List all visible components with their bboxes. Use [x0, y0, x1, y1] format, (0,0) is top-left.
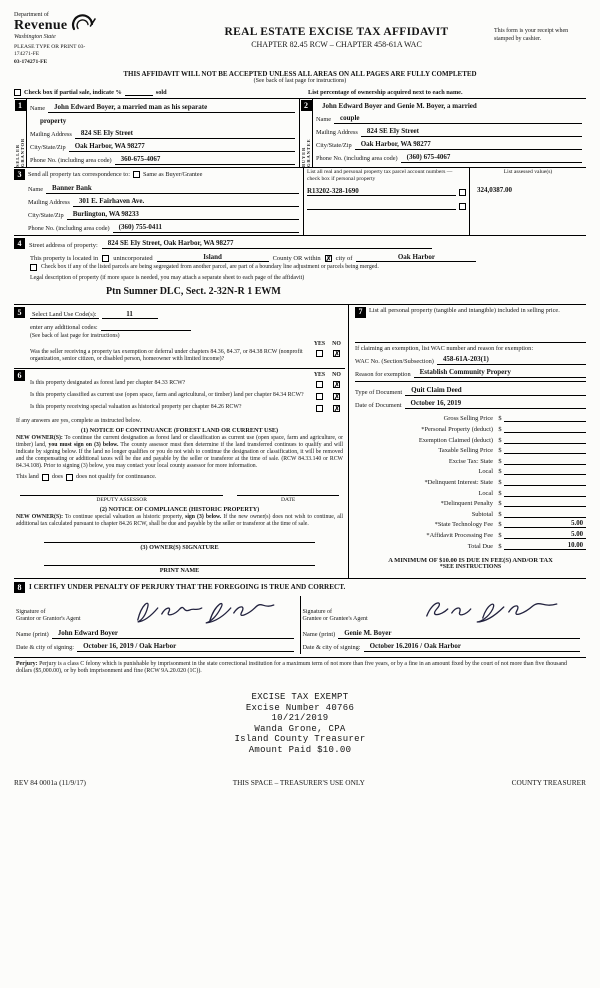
fee-amount-field[interactable]: 5.00 — [504, 531, 586, 539]
print-name-label: PRINT NAME — [159, 566, 200, 574]
buyer-name-field[interactable]: couple — [334, 114, 582, 124]
street-address-field[interactable]: 824 SE Ely Street, Oak Harbor, WA 98277 — [102, 239, 432, 249]
fee-label: Taxable Selling Price — [438, 447, 493, 455]
seller-city-label: City/State/Zip — [30, 143, 66, 151]
exemption-note: If claiming an exemption, list WAC number and reason for exemption: — [355, 344, 534, 352]
deferral-question: Was the seller receiving a property tax exemption or deferral under chapters 84.36, 84.37, or 84.38 RCW (nonprofit organization, senior citizen, or disabled person, homeowner with limited income)? — [30, 348, 303, 363]
section-2-number: 2 — [301, 100, 312, 111]
dollar-sign: $ — [498, 425, 502, 433]
tax-correspondence-section — [14, 168, 586, 236]
land-use-label: Select Land Use Code(s): — [32, 310, 97, 318]
deferral-no-checkbox[interactable]: ✗ — [334, 349, 340, 358]
dollar-sign: $ — [498, 468, 502, 476]
dollar-sign: $ — [498, 500, 502, 508]
segregated-label: Check box if any of the listed parcels are being segregated from another parcel, are part of a boundary line adjustment or parcels being merged. — [41, 264, 379, 271]
ownership-note: List percentage of ownership acquired next to each name. — [308, 88, 463, 96]
corr-city-label: City/State/Zip — [28, 211, 64, 219]
dollar-sign: $ — [498, 478, 502, 486]
stamp-line: 10/21/2019 — [271, 713, 329, 724]
grantee-signature[interactable] — [403, 596, 581, 626]
grantor-name-print-field[interactable]: John Edward Boyer — [52, 629, 294, 639]
land-use-code-field[interactable]: 11 — [102, 310, 158, 319]
fee-amount-field[interactable]: 5.00 — [504, 520, 586, 528]
seller-name-continued: property — [40, 116, 67, 125]
receipt-note: This form is your receipt when stamped by cashier. — [494, 28, 569, 42]
city-of-label: city of — [335, 254, 353, 262]
fee-label: *Affidavit Processing Fee — [426, 531, 493, 539]
partial-sale-checkbox[interactable] — [14, 89, 21, 96]
same-as-buyer-label: Same as Buyer/Grantee — [142, 171, 203, 179]
fee-row — [355, 465, 586, 476]
fee-row — [355, 475, 586, 486]
grantor-date-field[interactable]: October 16, 2019 / Oak Harbor — [77, 642, 293, 652]
assessed-values-header: List assessed value(s) — [503, 168, 553, 175]
notice-compliance-body: NEW OWNER(S): To continue special valuation as historic property, sign (3) below. If the new owner(s) does not wish to continue, all additional tax calculated pursuant to chapter 84.26 RCW, shall be due and payable by the seller or transferor at the time of sale. — [16, 513, 343, 527]
fee-amount-field[interactable] — [504, 443, 586, 444]
stamp-line: Island County Treasurer — [234, 734, 366, 745]
fee-label: Local — [478, 489, 493, 497]
fee-label: *State Technology Fee — [434, 521, 493, 529]
continuance-qualify-row: This land does does not qualify for continuance. — [16, 474, 157, 481]
dollar-sign: $ — [498, 510, 502, 518]
parcel-personal-checkbox-2[interactable] — [459, 203, 466, 210]
owners-signature-label: (3) OWNER(S) SIGNATURE — [140, 543, 219, 551]
logo-washington-state: Washington State — [14, 34, 56, 40]
seller-phone-label: Phone No. (including area code) — [30, 156, 112, 164]
segregated-checkbox[interactable] — [30, 264, 37, 271]
corr-mailing-label: Mailing Address — [28, 198, 70, 206]
partial-sale-row — [14, 89, 586, 96]
grantee-date-field[interactable]: October 16.2016 / Oak Harbor — [364, 642, 580, 652]
dollar-sign: $ — [498, 447, 502, 455]
city-checkbox[interactable]: ✗ — [325, 254, 332, 263]
seller-mailing-field[interactable]: 824 SE Ely Street — [75, 129, 295, 139]
dor-logo — [14, 12, 179, 40]
stamp-line: Wanda Grone, CPA — [254, 723, 346, 734]
revenue-swoosh-icon — [70, 13, 96, 37]
fee-row — [355, 412, 586, 423]
fee-label: Subtotal — [471, 510, 493, 518]
current-use-yes-checkbox[interactable] — [316, 393, 323, 400]
parcel-number-field[interactable]: R13202-328-1690 — [307, 187, 456, 196]
current-use-question-row — [30, 392, 345, 402]
dollar-sign: $ — [498, 415, 502, 423]
grantee-date-label: Date & city of signing: — [302, 643, 361, 651]
fee-amount-field[interactable] — [504, 517, 586, 518]
fee-amount-field[interactable] — [504, 432, 586, 433]
fee-row — [355, 454, 586, 465]
form-header — [14, 12, 586, 66]
treasurer-stamp — [14, 692, 586, 756]
certification-section — [14, 579, 586, 658]
fee-amount-field[interactable] — [504, 453, 586, 454]
dollar-sign: $ — [498, 436, 502, 444]
grantee-name-print-label: Name (print) — [302, 630, 336, 638]
historic-question-row — [30, 404, 345, 414]
page-footer — [14, 778, 586, 787]
does-qualify-checkbox[interactable] — [42, 474, 49, 481]
seller-name-field[interactable]: John Edward Boyer, a married man as his separate — [48, 103, 295, 113]
corr-phone-field[interactable]: (360) 755-0411 — [113, 223, 299, 233]
section-6-number: 6 — [14, 370, 25, 381]
see-back-note: (See back of last page for instructions) — [30, 332, 120, 339]
dollar-sign: $ — [498, 489, 502, 497]
page-subtitle: CHAPTER 82.45 RCW – CHAPTER 458-61A WAC — [251, 40, 422, 49]
legal-description-label: Legal description of property (if more space is needed, you may attach a separate sheet to each page of the affidavit) — [30, 274, 305, 281]
buyer-city-label: City/State/Zip — [316, 141, 352, 149]
seller-city-field[interactable]: Oak Harbor, WA 98277 — [69, 142, 295, 152]
fee-amount-field[interactable] — [504, 506, 586, 507]
corr-name-label: Name — [28, 185, 44, 193]
reason-label: Reason for exemption — [355, 370, 411, 378]
fee-row — [355, 497, 586, 508]
seller-grantor-side-label: SELLER GRANTOR — [15, 137, 25, 167]
see-instructions-note: *SEE INSTRUCTIONS — [439, 563, 502, 570]
stamp-line: Excise Number 40766 — [245, 702, 355, 713]
fee-row — [355, 528, 586, 539]
fee-label: Gross Selling Price — [443, 415, 493, 423]
forest-land-question: Is this property designated as forest land per chapter 84.33 RCW? — [30, 379, 186, 386]
parcel-number-field-2[interactable] — [307, 209, 456, 210]
county-field[interactable]: Island — [157, 253, 269, 262]
sec6-yes-no-header: YES NO — [313, 371, 341, 378]
additional-codes-field[interactable] — [101, 330, 191, 331]
stamp-line: EXCISE TAX EXEMPT — [251, 692, 349, 703]
stamp-line: Amount Paid $10.00 — [248, 745, 352, 756]
doc-date-label: Date of Document — [355, 401, 402, 409]
fee-amount-field[interactable] — [504, 464, 586, 465]
parcel-personal-checkbox[interactable] — [459, 189, 466, 196]
classification-section — [14, 368, 345, 574]
buyer-phone-label: Phone No. (including area code) — [316, 154, 398, 162]
deputy-assessor-line[interactable]: DEPUTY ASSESSOR — [20, 495, 223, 503]
personal-property-section — [349, 305, 586, 578]
fee-amount-field[interactable]: 10.00 — [504, 542, 586, 550]
street-address-label: Street address of property: — [29, 241, 98, 249]
print-name-line[interactable] — [44, 565, 315, 566]
buyer-mailing-field[interactable]: 824 SE Ely Street — [361, 127, 582, 137]
sec5-yes-no-header: YES NO — [313, 340, 341, 347]
historic-question: Is this property receiving special valuation as historical property per chapter 84.26 RCW? — [30, 404, 242, 411]
land-use-section — [14, 307, 345, 364]
seller-name-label: Name — [30, 104, 46, 112]
county-treasurer-label: COUNTY TREASURER — [511, 777, 586, 787]
seller-grantor-box — [14, 99, 300, 167]
fee-amount-field[interactable] — [504, 474, 586, 475]
buyer-name-label: Name — [316, 115, 332, 123]
wac-label: WAC No. (Section/Subsection) — [355, 357, 434, 365]
seller-mailing-label: Mailing Address — [30, 130, 72, 138]
forest-yes-checkbox[interactable] — [316, 381, 323, 388]
perjury-notice: Perjury: Perjury is a class C felony which is punishable by imprisonment in the state correctional institution for a maximum term of not more than five years, or by a fine in an amount fixed by the court of not more than five thousand dollars ($5,000.00), or by both imprisonment and fine (RCW 9A.20.020 (1C)). — [16, 660, 567, 675]
notice-compliance-title: (2) NOTICE OF COMPLIANCE (HISTORIC PROPERTY) — [99, 505, 260, 513]
buyer-grantee-box — [300, 99, 586, 167]
dollar-sign: $ — [498, 457, 502, 465]
section-1-number: 1 — [15, 100, 26, 111]
deputy-assessor-row — [14, 495, 345, 503]
logo-dept-of: Department of — [14, 12, 49, 18]
reason-field[interactable]: Establish Community Propery — [414, 368, 586, 378]
doc-date-field[interactable]: October 16, 2019 — [405, 399, 586, 409]
grantee-signature-label: Signature of Grantee or Grantee's Agent — [302, 608, 368, 623]
form-revision-number: REV 84 0001a (11/9/17) — [14, 777, 86, 787]
owners-signature-line[interactable] — [44, 542, 315, 543]
forest-no-checkbox[interactable]: ✗ — [334, 380, 340, 389]
fee-label: Total Due — [467, 542, 493, 550]
fee-label: Local — [478, 468, 493, 476]
assessed-value-field[interactable]: 324,0387.00 — [477, 185, 512, 194]
section-7-number: 7 — [355, 307, 366, 318]
treasurer-space-label: THIS SPACE – TREASURER'S USE ONLY — [232, 777, 365, 787]
deferral-yes-checkbox[interactable] — [316, 350, 323, 357]
doc-type-field[interactable]: Quit Claim Deed — [405, 386, 586, 396]
legal-description-value[interactable]: Ptn Sumner DLC, Sect. 2-32N-R 1 EWM — [106, 285, 281, 297]
seller-phone-field[interactable]: 360-675-4067 — [115, 155, 295, 165]
page-title: REAL ESTATE EXCISE TAX AFFIDAVIT — [224, 26, 449, 38]
fee-amount-field[interactable] — [504, 421, 586, 422]
fee-label: *Delinquent Interest: State — [424, 478, 493, 486]
fee-amount-field[interactable] — [504, 496, 586, 497]
buyer-grantee-side-label: BUYER GRANTEE — [301, 138, 311, 167]
parcel-numbers-header: List all real and personal property tax parcel account numbers — check box if personal property — [307, 168, 453, 182]
fees-table — [355, 412, 586, 550]
section-4-number: 4 — [14, 238, 25, 249]
form-stamp-number: 03-174271-FE — [14, 58, 48, 65]
partial-percent-field[interactable] — [125, 95, 153, 96]
warning-subline: (See back of last page for instructions) — [253, 77, 347, 84]
additional-codes-label: enter any additional codes: — [30, 323, 98, 331]
buyer-mailing-label: Mailing Address — [316, 128, 358, 136]
fee-row — [355, 422, 586, 433]
grantor-signature[interactable] — [116, 596, 294, 626]
logo-revenue: Revenue — [14, 18, 68, 33]
fee-label: *Delinquent Penalty — [440, 500, 493, 508]
dollar-sign: $ — [498, 521, 502, 529]
section-3-number: 3 — [14, 169, 25, 180]
current-use-question: Is this property classified as current use (open space, farm and agricultural, or timber) land per chapter 84.34 RCW? — [30, 391, 304, 398]
notice-continuance-body: NEW OWNER(S): To continue the current designation as forest land or classification as current use (open space, farm and agriculture, or timber) land, you must sign on (3) below. The county assessor must then determine if the land transferred continues to qualify and will indicate by signing below. If the land no longer qualifies or you do not wish to continue the designation or classification, it will be removed and the compensating or additional taxes will be due and payable by the seller or transferor at the time of sale. (RCW 84.33.140 or RCW 84.34.108). Prior to signing (3) below, you may contact your local county assessor for more information. — [16, 434, 343, 469]
fee-row — [355, 539, 586, 550]
corr-phone-label: Phone No. (including area code) — [28, 224, 110, 232]
city-field[interactable]: Oak Harbor — [356, 253, 476, 262]
middle-columns — [14, 305, 586, 579]
fee-label: Excise Tax: State — [448, 457, 493, 465]
parties-section — [14, 98, 586, 168]
grantor-signature-label: Signature of Grantor or Grantor's Agent — [16, 608, 81, 623]
forest-land-question-row — [30, 380, 345, 390]
deferral-question-row — [30, 349, 345, 364]
fee-amount-field[interactable] — [504, 485, 586, 486]
please-type-note: PLEASE TYPE OR PRINT 03- 174271-FE 03-174271-FE — [14, 44, 179, 66]
deputy-date-line[interactable]: DATE — [237, 495, 339, 503]
wac-field[interactable]: 458-61A-203(1) — [437, 355, 586, 365]
historic-no-checkbox[interactable]: ✗ — [334, 405, 340, 414]
if-yes-note: If any answers are yes, complete as instructed below. — [16, 417, 141, 424]
section-8-number: 8 — [14, 582, 25, 593]
does-not-qualify-checkbox[interactable] — [66, 474, 73, 481]
fee-label: Exemption Claimed (deduct) — [418, 436, 493, 444]
fee-row — [355, 507, 586, 518]
notice-continuance-title: (1) NOTICE OF CONTINUANCE (FOREST LAND OR CURRENT USE) — [80, 426, 279, 434]
personal-property-blank-area[interactable] — [355, 318, 586, 342]
corr-name-field[interactable]: Banner Bank — [46, 184, 299, 194]
grantee-name-print-field[interactable]: Genie M. Boyer — [338, 629, 580, 639]
current-use-no-checkbox[interactable]: ✗ — [334, 392, 340, 401]
dollar-sign: $ — [498, 542, 502, 550]
warning-line: THIS AFFIDAVIT WILL NOT BE ACCEPTED UNLESS ALL AREAS ON ALL PAGES ARE FULLY COMPLETED — [123, 69, 477, 78]
sold-label: sold — [155, 88, 167, 96]
property-address-section — [14, 236, 586, 305]
grantor-name-print-label: Name (print) — [16, 630, 49, 638]
same-as-buyer-checkbox[interactable] — [133, 171, 140, 178]
fee-label: *Personal Property (deduct) — [421, 425, 493, 433]
partial-sale-label: Check box if partial sale, indicate % — [24, 88, 122, 96]
buyer-city-field[interactable]: Oak Harbor, WA 98277 — [355, 140, 582, 150]
located-in-label: This property is located in — [30, 254, 99, 262]
buyer-name-line1: John Edward Boyer and Genie M. Boyer, a married — [322, 101, 477, 110]
certify-statement: I CERTIFY UNDER PENALTY OF PERJURY THAT THE FOREGOING IS TRUE AND CORRECT. — [29, 583, 346, 592]
fee-row — [355, 444, 586, 455]
county-or-label: County OR within — [272, 254, 321, 262]
corr-mailing-field[interactable]: 301 E. Fairhaven Ave. — [73, 197, 299, 207]
fee-row — [355, 433, 586, 444]
fee-row — [355, 518, 586, 529]
doc-type-label: Type of Document — [355, 388, 403, 396]
grantor-date-label: Date & city of signing: — [16, 643, 75, 651]
unincorporated-label: unincorporated — [113, 254, 153, 262]
dollar-sign: $ — [498, 531, 502, 539]
minimum-due-note: A MINIMUM OF $10.00 IS DUE IN FEE(S) AND/OR TAX — [388, 556, 553, 564]
corr-city-field[interactable]: Burlington, WA 98233 — [67, 210, 299, 220]
personal-property-label: List all personal property (tangible and intangible) included in selling price. — [369, 306, 560, 314]
fee-row — [355, 486, 586, 497]
historic-yes-checkbox[interactable] — [316, 405, 323, 412]
buyer-phone-field[interactable]: (360) 675-4067 — [401, 153, 582, 163]
unincorporated-checkbox[interactable] — [102, 255, 109, 262]
section-5-number: 5 — [14, 307, 25, 318]
correspondence-label: Send all property tax correspondence to: — [28, 171, 130, 179]
